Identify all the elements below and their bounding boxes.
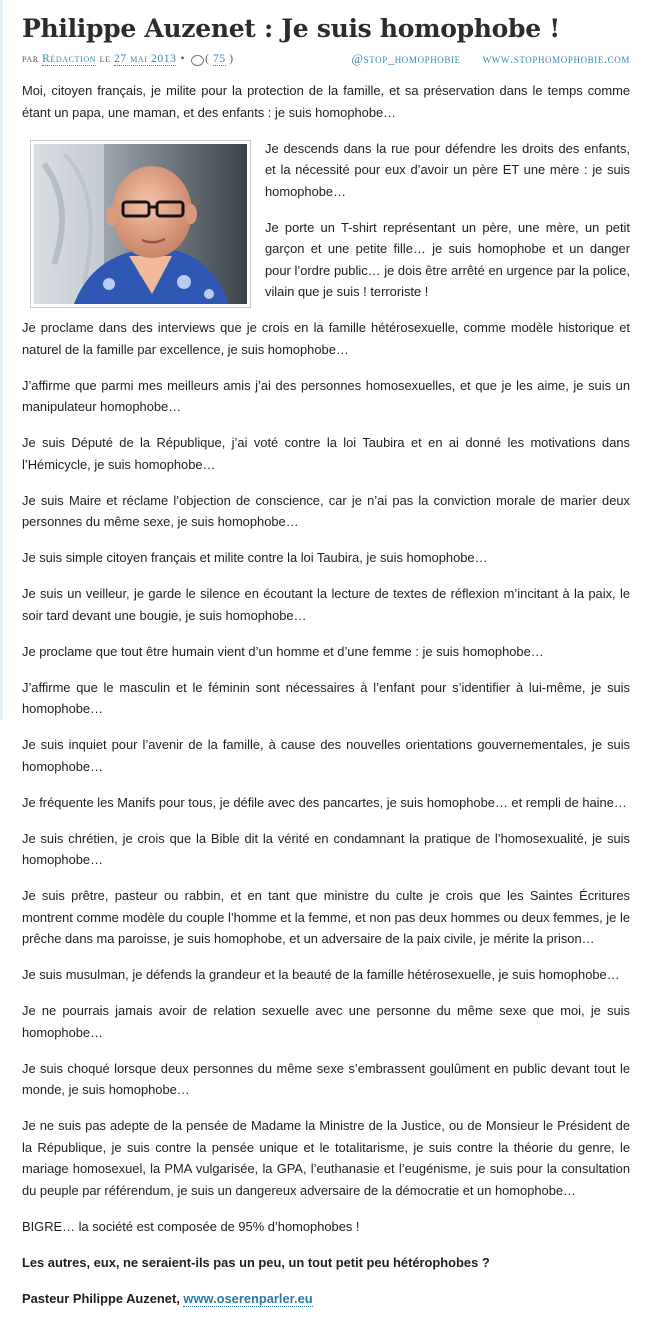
date-link[interactable]: 27 mai 2013: [114, 52, 177, 65]
article-meta: [22, 49, 630, 69]
paragraph: J’affirme que le masculin et le féminin sont nécessaires à l’enfant pour s’identifier à lui-même, je suis homophobe…: [22, 679, 630, 716]
paragraph: Je ne pourrais jamais avoir de relation sexuelle avec une personne du même sexe que moi, je suis homophobe…: [22, 1003, 630, 1040]
comments-open-paren: (: [205, 53, 210, 65]
article-title: Philippe Auzenet : Je suis homophobe !: [22, 14, 560, 43]
paragraph: Je proclame que tout être humain vient d’un homme et d’une femme : je suis homophobe…: [22, 643, 544, 659]
paragraph: Je porte un T-shirt représentant un père, une mère, un petit garçon et une petite fille… je suis homophobe et un danger pour l’ordre public… je dois être arrêté en urgence par la police, vilain que je suis ! terroriste !: [265, 219, 630, 299]
intro-paragraph: Moi, citoyen français, je milite pour la protection de la famille, et sa préservation dans le temps comme étant un papa, une maman, et des enfants : je suis homophobe…: [22, 83, 630, 120]
signature-website-link[interactable]: www.oserenparler.eu: [183, 1290, 313, 1306]
meta-le: le: [99, 53, 111, 65]
comment-bubble-icon: [191, 55, 204, 66]
meta-par: par: [22, 53, 39, 65]
author-link[interactable]: Rédaction: [42, 52, 97, 65]
article: [22, 12, 630, 1324]
paragraph: Je suis inquiet pour l’avenir de la famille, à cause des nouvelles orientations gouvernementales, je suis homophobe…: [22, 737, 630, 774]
paragraph: BIGRE… la société est composée de 95% d’homophobes !: [22, 1218, 360, 1234]
author-photo: [30, 140, 251, 308]
paragraph: Je suis simple citoyen français et milite contre la loi Taubira, je suis homophobe…: [22, 550, 488, 565]
paragraph: Je suis chrétien, je crois que la Bible dit la vérité en condamnant la pratique de l’homosexualité, je suis homophobe…: [22, 830, 630, 867]
paragraph: Je fréquente les Manifs pour tous, je défile avec des pancartes, je suis homophobe… et rempli de haine…: [22, 794, 627, 810]
paragraph: Je descends dans la rue pour défendre les droits des enfants, et la nécessité pour eux d’avoir un père ET une mère : je suis homophobe…: [265, 140, 630, 199]
paragraph: Je suis Maire et réclame l’objection de conscience, car je n’ai pas la conviction morale de marier deux personnes du même sexe, je suis homophobe…: [22, 492, 630, 529]
comments-count-link[interactable]: 75: [213, 52, 226, 65]
paragraph: Je suis choqué lorsque deux personnes du même sexe s’embrassent goulûment en public devant tout le monde, je suis homophobe…: [22, 1060, 630, 1097]
signature-name: Pasteur Philippe Auzenet,: [22, 1290, 180, 1306]
paragraph: J’affirme que parmi mes meilleurs amis j’ai des personnes homosexuelles, et que je les aime, je suis un manipulateur homophobe…: [22, 377, 630, 414]
site-link[interactable]: www.stophomophobie.com: [482, 51, 630, 66]
paragraph: Je suis un veilleur, je garde le silence en écoutant la lecture de textes de réflexion m’incitant à la paix, le soir tard devant une bougie, je suis homophobe…: [22, 586, 630, 623]
signature: [22, 1288, 630, 1310]
paragraph: Je suis Député de la République, j’ai voté contre la loi Taubira et en ai donné les motivations dans l’Hémicycle, je suis homophobe…: [22, 435, 630, 472]
paragraph: Je suis musulman, je défends la grandeur et la beauté de la famille hétérosexuelle, je suis homophobe…: [22, 967, 620, 982]
twitter-handle-link[interactable]: @stop_homophobie: [351, 51, 461, 66]
meta-bullet: •: [180, 53, 186, 65]
closing-question: Les autres, eux, ne seraient-ils pas un peu, un tout petit peu hétérophobes ?: [22, 1254, 490, 1270]
portrait-illustration: [34, 144, 247, 304]
paragraph: Je ne suis pas adepte de la pensée de Madame la Ministre de la Justice, ou de Monsieur le Président de la République, je suis contre la pensée unique et le totalitarisme, je suis contre la théorie du genre, le mariage homosexuel, la PMA vulgarisée, la GPA, l’euthanasie et l’eugénisme, je suis pour la consultation du peuple par référendum, je suis un dangereux adversaire de la démocratie et un homophobe…: [22, 1118, 630, 1198]
paragraph: Je suis prêtre, pasteur ou rabbin, et en tant que ministre du culte je crois que les Saintes Écritures montrent comme modèle du couple l’homme et la femme, et non pas deux hommes ou deux femmes, je le prêche dans ma paroisse, je suis homophobe, et un adversaire de la paix civile, je mérite la prison…: [22, 888, 630, 946]
left-edge-strip: [0, 0, 3, 720]
meta-right-links: [351, 52, 630, 67]
article-body: [22, 80, 630, 1309]
paragraph: Je proclame dans des interviews que je crois en la famille hétérosexuelle, comme modèle historique et naturel de la famille par excellence, je suis homophobe…: [22, 320, 630, 357]
comments-close-paren: ): [229, 53, 234, 65]
